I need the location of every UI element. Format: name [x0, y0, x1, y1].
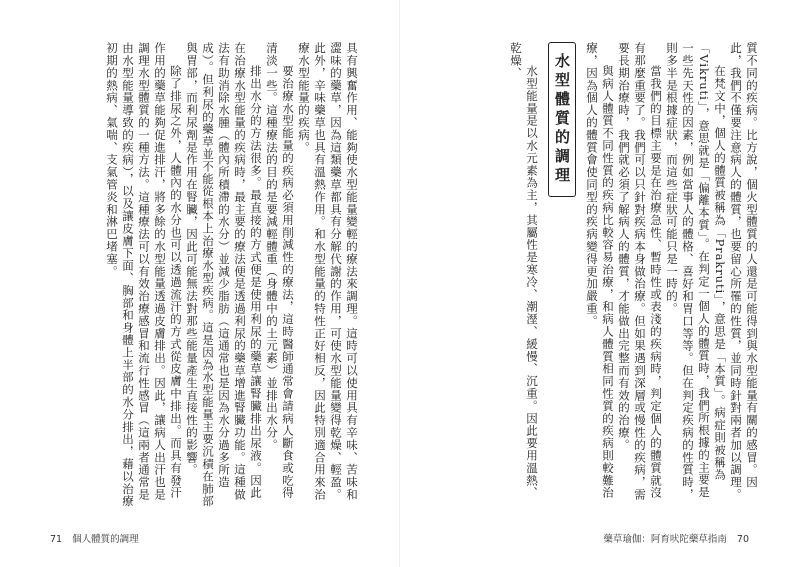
left-page [0, 0, 399, 567]
section-heading-wrap [540, 42, 584, 510]
paragraph: 排出水分的方法很多。最直接的方式便是使用利尿的藥草讓腎臟排出尿液。因此在治療水型能量的疾病時，最主要的療法便是透過利尿的藥草增進腎臟功能。這種做法有助消除水腫（體內所積滯的水分）並減少脂肪（這通常也是因為水分過多所造成）。但利尿的藥草並不能從根本上治療水型疾病。這是因為水型能量主要沉積在肺部與胃部，而利尿劑是作用在腎臟，因此可能無法對那些能量產生直接性的影響。 [185, 42, 263, 508]
paragraph: 除了排尿之外，人體內的水分也可以透過流汗的方式從皮膚中排出。而具有發汗作用的藥草能夠促進排汗，將多餘的水型能量透過皮膚排出。因此，讓病人出汗也是調理水型體質的一種方法。這種療法可以有效治療感冒和流行性感冒（這兩者通常是由水型能量導致的疾病），以及讓皮膚下面、胸部和身體上半部的水分排出，藉以治療初期的熱病、氣喘、支氣管炎和淋巴堵塞。 [105, 42, 183, 508]
gutter [399, 0, 400, 567]
folio-left [40, 531, 139, 545]
paragraph: 質不同的疾病。比方說，個火型體質的人還是可能得到與水型能量有關的感冒。因此，我們不僅要注意病人的體質，也要留心所罹的性質，並同時針對兩者加以調理。 [729, 42, 759, 501]
paragraph: 在梵文中，個人的體質被稱為「Prakruti」，意思是「本質」。病症則被稱為「Vikruti」，意思就是「偏離本質」。在判定一個人的體質時，我們所根據的主要是一些先天性的因素，例如當事人的體格、喜好和胃口等等。但在判定疾病的性質時，則多半是根據症狀，而這些症狀可能只是一時的。 [665, 42, 727, 501]
section-heading: 水型體質的調理 [548, 42, 576, 197]
page-number: 71 [50, 534, 63, 545]
paragraph: 與病人體質不同性質的疾病比較容易治療，和病人體質相同性質的疾病則較難治療，因為個人的體質會使同型的疾病變得更加嚴重。 [585, 42, 615, 499]
right-page-text [412, 42, 760, 510]
right-page [400, 0, 799, 567]
paragraph: 具有興奮作用、能夠使水型能量變輕的療法來調理。這時可以使用具有辛味、苦味和澀味的藥草，因為這類藥草都具有分解代謝的作用，可使水型能量變得乾燥、輕盈。此外，辛味藥草也具有溫熱作用。和水型能量的特性正好相反，因此特別適合用來治療水型能量的疾病。 [297, 42, 359, 501]
folio-title: 個人體質的調理 [72, 534, 139, 545]
folio-right [603, 531, 759, 545]
paragraph: 水型能量是以水元素為主，其屬性是寒冷、潮溼、緩慢、沉重。因此要用溫熱、乾燥、 [509, 42, 539, 499]
folio-title: 藥草瑜伽：阿育吠陀藥草指南 [603, 534, 727, 545]
paragraph: 要治療水型能量的疾病必須用削減性的療法，這時醫師通常會請病人斷食或吃得清淡一些。這種療法的目的是要減輕體重（身體中的土元素）並排出水分。 [265, 42, 295, 499]
left-page-text [42, 42, 360, 510]
paragraph: 當我們的目標主要是在治療急性、暫時性或表淺的疾病時，判定個人的體質就沒有那麼重要了。我們可以只針對疾病本身做治療。但如果遇到深層或慢性的疾病，需要長期治療時，我們就必須了解病人的體質，才能做出完整而有效的治療。 [617, 42, 663, 501]
page-number: 70 [736, 534, 749, 545]
